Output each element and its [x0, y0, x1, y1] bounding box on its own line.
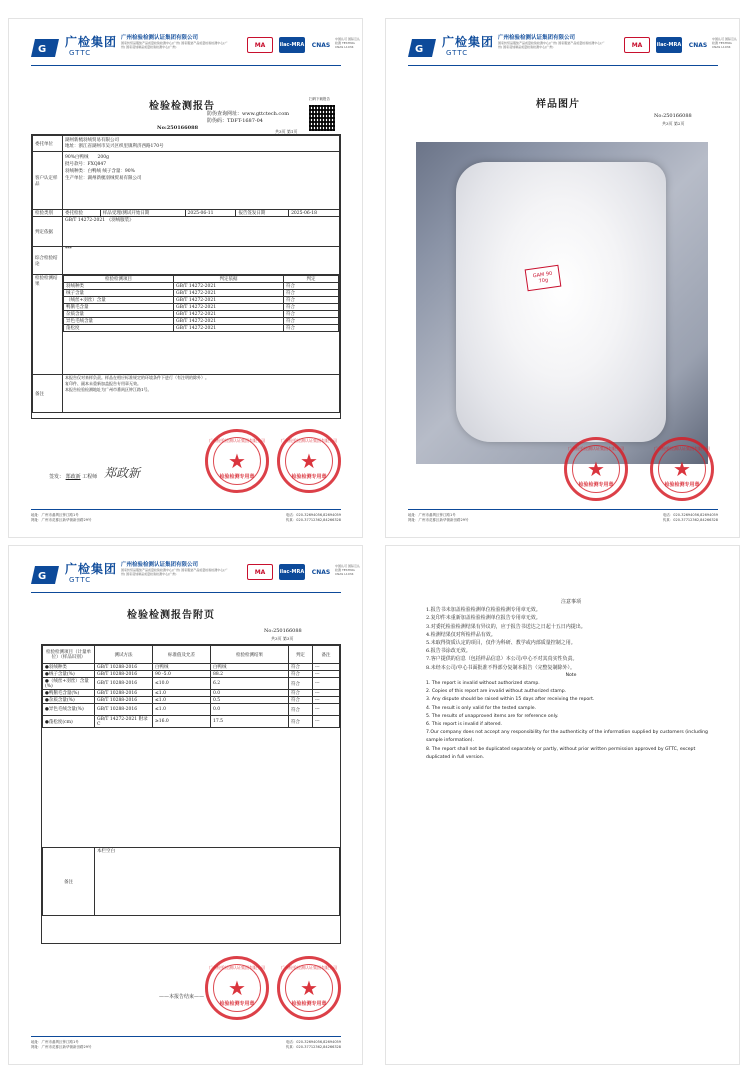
note-line-en: 5. The results of unapproved items are for reference only. — [426, 713, 559, 719]
cell-remark: --- — [313, 690, 340, 697]
star-icon: ★ — [300, 449, 318, 473]
note-title-en: Note — [565, 672, 577, 678]
note-line-en: 8. The report shall not be duplicated separately or partly, without prior written permission approved by GTTC, except duplicated in full version. — [426, 746, 696, 760]
svg-text:G: G — [38, 44, 47, 55]
cert-text: 中国认可 国际互认 检测 TESTING CNAS L1034 — [335, 564, 360, 576]
sample-tag-line: GAM 90 — [532, 270, 553, 280]
note-line: 6.报告书涂改无效。 — [426, 648, 471, 655]
col-head-judge: 判定 — [289, 646, 313, 664]
cell-judge: 符合 — [289, 664, 313, 671]
inspection-seal — [277, 956, 341, 1020]
item-judge: 符合 — [284, 318, 339, 325]
cell-method: GB/T 10288-2016 — [95, 704, 153, 716]
approver-name: 郑政新 — [65, 474, 81, 480]
note-line: 3.对委托检验检测结果有异议的，应于报告书送达之日起十五日内提出。 — [426, 623, 586, 630]
note-line: 1.报告书未加盖检验检测单位检验检测专用章无效。 — [426, 607, 541, 614]
svg-text:G: G — [38, 571, 47, 582]
item-name: 蓬松度 — [64, 325, 174, 332]
seal-ring-text: 广州检验检测认证集团有限公司 — [281, 438, 337, 443]
items-head-basis: 判定依据 — [174, 276, 284, 283]
item-basis: GB/T 14272-2021 — [174, 297, 284, 304]
note-line: 2.复印件未重新加盖检验检测单位报告专用章无效。 — [426, 615, 541, 622]
inspection-seal — [205, 956, 269, 1020]
client-label: 委托单位 — [33, 136, 63, 152]
sample-photo-title: 样品图片 — [536, 99, 580, 110]
approver-row — [49, 474, 97, 481]
seal-center-text: 检验检测专用章 — [578, 482, 614, 488]
client-name: 湖州新梳羽绒贸易有限公司 — [65, 137, 119, 143]
signature: 郑政新 — [104, 466, 141, 480]
items-head-item: 检验检测项目 — [64, 276, 174, 283]
cell-result: 0.0 — [211, 704, 289, 716]
cma-badge: MA — [247, 37, 273, 53]
report-number: No:250166088 — [654, 113, 692, 119]
inspection-seal — [650, 437, 714, 501]
col-head-standard: 标准值及允差 — [153, 646, 211, 664]
sample-photo — [416, 142, 708, 464]
company-name: 广州检验检测认证集团有限公司 — [498, 35, 576, 41]
conclusion-value: *** — [63, 247, 340, 275]
report-header — [9, 19, 362, 71]
cell-remark: --- — [313, 664, 340, 671]
brand-name-en: GTTC — [446, 49, 469, 57]
table-row — [43, 697, 340, 704]
seal-ring-text: 广州检验检测认证集团有限公司 — [568, 446, 624, 451]
note-line: 7.客户提供的信息（包括样品信息）本公司/中心不对其真实性负责。 — [426, 656, 578, 663]
note-line: 8.未经本公司/中心书面批准不得部分复制本报告（完整复制除外）。 — [426, 664, 575, 671]
cell-result: 17.5 — [211, 716, 289, 728]
seal-ring-text: 广州检验检测认证集团有限公司 — [281, 965, 337, 970]
qr-caption: 扫码下载报告 — [309, 97, 330, 101]
footer-site: 网址：广州市花都区新华街新田路29号 — [31, 518, 92, 522]
items-label: 检验检测结果 — [33, 275, 63, 375]
item-name: 羽绒种类 — [64, 283, 174, 290]
cell-standard: ≥16.0 — [153, 716, 211, 728]
item-name: 杂质含量 — [64, 311, 174, 318]
ilac-badge: ilac-MRA — [279, 564, 305, 580]
report-page-4 — [385, 545, 740, 1065]
footer-phone: 电话：020-32694056,82694059 — [285, 1040, 341, 1044]
footer-phone: 电话：020-32694056,82694059 — [285, 513, 341, 517]
category-label: 检验类别 — [33, 210, 63, 217]
item-name: 异色毛绒含量 — [64, 318, 174, 325]
remark-line: 本报告检验检测地址为广州市番禺区钟江路1号。 — [65, 387, 152, 392]
appendix-table — [42, 645, 340, 916]
cell-item: ●异色毛绒含量(%) — [43, 704, 95, 716]
appendix-title: 检验检测报告附页 — [127, 610, 215, 621]
note-line-en: 1. The report is invalid without authorized stamp. — [426, 681, 540, 687]
item-basis: GB/T 14272-2021 — [174, 290, 284, 297]
note-line: 5.未取得资质认定的项目，仅作为科研、教学或内部质量控制之用。 — [426, 640, 576, 647]
cell-method: GB/T 10288-2016 — [95, 671, 153, 678]
gttc-logo-icon — [31, 37, 61, 59]
seal-center-text: 检验检测专用章 — [291, 1001, 327, 1007]
sample-name: 90%白鸭绒 200g — [65, 155, 109, 160]
cert-text: 中国认可 国际互认 检测 TESTING CNAS L1034 — [712, 37, 737, 49]
cell-method: GB/T 14272-2021 附录C — [95, 716, 153, 728]
footer-site: 网址：广州市花都区新华街新田路29号 — [408, 518, 469, 522]
cell-item: ●（绒丝+羽丝）含量(%) — [43, 678, 95, 690]
cma-badge: MA — [247, 564, 273, 580]
seal-center-text: 检验检测专用章 — [219, 474, 255, 480]
items-head-judge: 判定 — [284, 276, 339, 283]
cell-result: 0.0 — [211, 690, 289, 697]
report-page-2 — [385, 18, 740, 538]
item-basis: GB/T 14272-2021 — [174, 318, 284, 325]
item-judge: 符合 — [284, 297, 339, 304]
cell-standard: ≤1.0 — [153, 690, 211, 697]
sample-tag — [525, 265, 562, 292]
company-subtitle: 国家纺织品服装产品质量检验检测中心(广州) 国家服装产品质量检验检测中心(广州) 国家羽绒制品质量检验检测中心(广州) — [121, 41, 228, 49]
sample-tag-line: 70g — [538, 277, 549, 285]
cell-remark: --- — [313, 704, 340, 716]
cell-method: GB/T 10288-2016 — [95, 697, 153, 704]
col-head-remark: 备注 — [313, 646, 340, 664]
star-icon: ★ — [673, 457, 691, 481]
footer-fax: 传真：020-37712362,84266328 — [662, 518, 718, 522]
item-basis: GB/T 14272-2021 — [174, 304, 284, 311]
table-row — [43, 664, 340, 671]
brand-name: 广检集团 — [65, 35, 118, 49]
cell-item: ●绒子含量(%) — [43, 671, 95, 678]
cell-judge: 符合 — [289, 704, 313, 716]
star-icon: ★ — [300, 976, 318, 1000]
report-title: 检验检测报告 — [149, 101, 215, 112]
item-judge: 符合 — [284, 290, 339, 297]
report-footer — [31, 1036, 341, 1050]
report-info-table — [32, 135, 340, 413]
col-head-method: 测试方法 — [95, 646, 153, 664]
page-info: 共3页 第3页 — [271, 636, 294, 641]
cell-judge: 符合 — [289, 697, 313, 704]
sample-batch: 批号款号：FXQ847 — [65, 162, 107, 167]
table-row — [64, 318, 339, 325]
table-row — [43, 671, 340, 678]
report-footer — [31, 509, 341, 523]
client-address: 地址：浙江省湖州市吴兴区织里镇利济西路170号 — [65, 143, 164, 149]
table-row — [43, 716, 340, 728]
cell-remark: --- — [313, 678, 340, 690]
cell-standard: ≤1.0 — [153, 697, 211, 704]
sample-label: 客户认定样品 — [33, 152, 63, 210]
cnas-badge: CNAS — [688, 41, 708, 49]
cell-remark: --- — [313, 697, 340, 704]
note-line-en: 7.Our company does not accept any responsibility for the authenticity of the information supplied by customers (including sample information). — [426, 730, 708, 744]
inspection-seal — [205, 429, 269, 493]
report-number: No:250166088 — [157, 125, 199, 131]
cell-standard: ≤1.0 — [153, 704, 211, 716]
item-name: 绒子含量 — [64, 290, 174, 297]
cell-result: 0.5 — [211, 697, 289, 704]
cell-item: ●羽绒种类 — [43, 664, 95, 671]
header-divider — [31, 592, 341, 593]
note-line: 4.检测结果仅对所检样品有效。 — [426, 631, 496, 638]
remark-value: 本栏空白 — [95, 848, 340, 916]
table-row — [64, 283, 339, 290]
table-row — [64, 325, 339, 332]
cell-result: 白鸭绒 — [211, 664, 289, 671]
footer-fax: 传真：020-37712362,84266328 — [285, 1045, 341, 1049]
remark-label: 备注 — [43, 848, 95, 916]
inspection-seal — [564, 437, 628, 501]
star-icon: ★ — [587, 457, 605, 481]
gttc-logo-icon — [408, 37, 438, 59]
star-icon: ★ — [228, 976, 246, 1000]
item-basis: GB/T 14272-2021 — [174, 325, 284, 332]
brand-name: 广检集团 — [442, 35, 495, 49]
item-judge: 符合 — [284, 311, 339, 318]
table-row — [64, 290, 339, 297]
notes-section — [426, 598, 716, 762]
table-row — [43, 690, 340, 697]
report-header — [9, 546, 362, 598]
gttc-logo-icon — [31, 564, 61, 586]
seal-ring-text: 广州检验检测认证集团有限公司 — [654, 446, 710, 451]
table-row — [64, 297, 339, 304]
footer-address: 地址：广州市番禺区钟江路1号 — [31, 1040, 79, 1044]
cell-standard: ≤10.0 — [153, 678, 211, 690]
inspection-seal — [277, 429, 341, 493]
item-basis: GB/T 14272-2021 — [174, 311, 284, 318]
seal-ring-text: 广州检验检测认证集团有限公司 — [209, 438, 265, 443]
ilac-badge: ilac-MRA — [279, 37, 305, 53]
receive-date: 2025-06-11 — [185, 210, 236, 217]
footer-address: 地址：广州市番禺区钟江路1号 — [31, 513, 79, 517]
anti-fake-site: 防伪查询网址：www.gttctech.com — [207, 111, 289, 117]
cell-item: ●鸭鹅毛含量(%) — [43, 690, 95, 697]
anti-fake-code: 防伪码：TDFT-1687-04 — [207, 118, 263, 124]
report-page-3 — [8, 545, 363, 1065]
note-line-en: 6. This report is invalid if altered. — [426, 722, 503, 728]
conclusion-label: 综合检验结论 — [33, 247, 63, 275]
approver-title: 工程师 — [82, 474, 98, 480]
report-end: ——本报告结束—— — [159, 994, 205, 1000]
note-line-en: 4. The result is only valid for the tested sample. — [426, 705, 537, 711]
seal-center-text: 检验检测专用章 — [664, 482, 700, 488]
seal-center-text: 检验检测专用章 — [219, 1001, 255, 1007]
col-head-item: 检验检测项目（计量单位）（样品识别） — [43, 646, 95, 664]
footer-fax: 传真：020-37712362,84266328 — [285, 518, 341, 522]
item-name: （绒丝+羽丝）含量 — [64, 297, 174, 304]
cell-judge: 符合 — [289, 678, 313, 690]
report-main-table — [31, 134, 341, 419]
cma-badge: MA — [624, 37, 650, 53]
page-info: 共3页 第1页 — [275, 129, 298, 134]
note-line-en: 3. Any dispute should be raised within 15 days after receiving the report. — [426, 697, 595, 703]
cell-item: ●蓬松度(cm) — [43, 716, 95, 728]
report-number: No:250166088 — [264, 628, 302, 634]
item-basis: GB/T 14272-2021 — [174, 283, 284, 290]
sample-producer: 生产单位：湖州新梳羽绒贸易有限公司 — [65, 176, 142, 181]
issue-date: 2025-06-18 — [289, 210, 340, 217]
cell-judge: 符合 — [289, 690, 313, 697]
footer-phone: 电话：020-32694056,82694059 — [662, 513, 718, 517]
qr-code[interactable] — [309, 105, 335, 131]
remark-line: 复印件、副本未重新加盖报告专用章无效。 — [65, 381, 141, 386]
item-judge: 符合 — [284, 325, 339, 332]
remark-line: 本报告仅对来样负责。样品在相应标准规定的环境条件下进行（有注明的除外）。 — [65, 375, 209, 380]
cell-result: 6.2 — [211, 678, 289, 690]
note-line-en: 2. Copies of this report are invalid without authorized stamp. — [426, 689, 567, 695]
report-header — [386, 19, 739, 71]
ilac-badge: ilac-MRA — [656, 37, 682, 53]
cell-remark: --- — [313, 671, 340, 678]
remark-label: 备注 — [33, 375, 63, 413]
brand-name-en: GTTC — [69, 49, 92, 57]
seal-ring-text: 广州检验检测认证集团有限公司 — [209, 965, 265, 970]
basis-value: GB/T 14272-2021 《羽绒服装》 — [63, 217, 340, 247]
cell-judge: 符合 — [289, 671, 313, 678]
cell-result: 88.2 — [211, 671, 289, 678]
cell-method: GB/T 10288-2016 — [95, 690, 153, 697]
header-divider — [408, 65, 718, 66]
item-judge: 符合 — [284, 283, 339, 290]
report-footer — [408, 509, 718, 523]
cell-standard: 白鸭绒 — [153, 664, 211, 671]
col-head-result: 检验检测结果 — [211, 646, 289, 664]
footer-site: 网址：广州市花都区新华街新田路29号 — [31, 1045, 92, 1049]
seal-center-text: 检验检测专用章 — [291, 474, 327, 480]
cert-text: 中国认可 国际互认 检测 TESTING CNAS L1034 — [335, 37, 360, 49]
basis-label: 判定依据 — [33, 217, 63, 247]
sample-down-type: 羽绒种类：白鸭绒 绒子含量：90% — [65, 169, 135, 174]
svg-text:G: G — [415, 44, 424, 55]
brand-name: 广检集团 — [65, 562, 118, 576]
cell-remark: --- — [313, 716, 340, 728]
table-row — [43, 678, 340, 690]
cell-method: GB/T 10288-2016 — [95, 678, 153, 690]
cell-standard: 90 -5.0 — [153, 671, 211, 678]
company-name: 广州检验检测认证集团有限公司 — [121, 562, 199, 568]
cnas-badge: CNAS — [311, 568, 331, 576]
report-page-1 — [8, 18, 363, 538]
brand-name-en: GTTC — [69, 576, 92, 584]
page-info: 共3页 第2页 — [662, 121, 685, 126]
header-divider — [31, 65, 341, 66]
table-row — [64, 304, 339, 311]
cell-item: ●杂质含量(%) — [43, 697, 95, 704]
footer-address: 地址：广州市番禺区钟江路1号 — [408, 513, 456, 517]
sample-bag — [456, 162, 666, 442]
table-row — [64, 311, 339, 318]
company-subtitle: 国家纺织品服装产品质量检验检测中心(广州) 国家服装产品质量检验检测中心(广州) 国家羽绒制品质量检验检测中心(广州) — [121, 568, 228, 576]
item-name: 鸭鹅毛含量 — [64, 304, 174, 311]
items-table — [63, 275, 339, 332]
approver-label: 签发： — [49, 474, 65, 480]
category-value: 委托检验 — [63, 210, 101, 217]
issue-label: 报告签发日期 — [236, 210, 289, 217]
receive-label: 样品受理/测试开始日期 — [100, 210, 185, 217]
cell-judge: 符合 — [289, 716, 313, 728]
item-judge: 符合 — [284, 304, 339, 311]
star-icon: ★ — [228, 449, 246, 473]
company-name: 广州检验检测认证集团有限公司 — [121, 35, 199, 41]
company-subtitle: 国家纺织品服装产品质量检验检测中心(广州) 国家服装产品质量检验检测中心(广州) 国家羽绒制品质量检验检测中心(广州) — [498, 41, 605, 49]
cell-method: GB/T 10288-2016 — [95, 664, 153, 671]
table-row — [43, 704, 340, 716]
notes-title: 注意事项 — [560, 599, 581, 605]
cnas-badge: CNAS — [311, 41, 331, 49]
appendix-table-box — [41, 644, 341, 944]
